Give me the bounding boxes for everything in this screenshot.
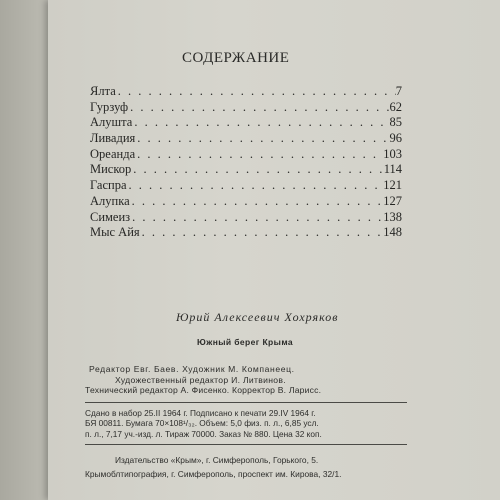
toc-entry bbox=[90, 194, 402, 210]
toc-entry-title: Мыс Айя bbox=[90, 225, 140, 240]
book-title: Южный берег Крыма bbox=[197, 337, 294, 347]
author-name: Юрий Алексеевич Хохряков bbox=[176, 310, 339, 324]
toc-leader-dots bbox=[135, 147, 383, 163]
toc-entry-page: 103 bbox=[383, 146, 402, 161]
toc-entry-page: 121 bbox=[383, 178, 402, 193]
toc-entry-title: Гурзуф bbox=[90, 99, 129, 114]
toc-entry bbox=[90, 178, 402, 194]
toc-entry-page: 148 bbox=[383, 225, 402, 240]
toc-entry-page: 114 bbox=[383, 162, 402, 177]
toc-leader-dots bbox=[135, 131, 389, 147]
toc-entry-title: Гаспра bbox=[90, 178, 127, 193]
toc-leader-dots bbox=[132, 115, 389, 131]
toc-leader-dots bbox=[116, 84, 396, 100]
divider-rule bbox=[85, 444, 407, 445]
credits-block bbox=[85, 364, 405, 396]
imprint-block bbox=[85, 454, 407, 481]
toc-entry bbox=[90, 131, 402, 147]
toc-entry-page: 7 bbox=[395, 84, 402, 98]
credits-line: Технический редактор А. Фисенко. Корректор В. Ларисс. bbox=[85, 385, 322, 395]
toc-entry bbox=[90, 115, 402, 131]
toc-entry-title: Ялта bbox=[90, 84, 116, 98]
credits-line: Редактор Евг. Баев. Художник М. Компанеец. bbox=[89, 364, 295, 374]
imprint-line: Крымоблтипография, г. Симферополь, проспект им. Кирова, 32/1. bbox=[85, 468, 342, 479]
publication-line: Сдано в набор 25.II 1964 г. Подписано к печати 29.IV 1964 г. bbox=[85, 408, 316, 418]
toc-entry-title: Мискор bbox=[90, 162, 132, 177]
toc-entry-page: 127 bbox=[383, 193, 402, 208]
toc-leader-dots bbox=[128, 100, 389, 116]
credits-line: Художественный редактор И. Литвинов. bbox=[115, 374, 286, 385]
publication-line: БЯ 00811. Бумага 70×108¹/₃₂. Объем: 5,0 физ. п. л., 6,85 усл. bbox=[85, 418, 319, 429]
toc-entry-page: 96 bbox=[389, 131, 402, 146]
toc-entry bbox=[90, 162, 402, 178]
toc-entry bbox=[90, 225, 402, 241]
toc-leader-dots bbox=[131, 162, 383, 178]
table-of-contents bbox=[90, 84, 402, 241]
toc-entry-page: 138 bbox=[383, 209, 402, 224]
imprint-line: Издательство «Крым», г. Симферополь, Горького, 5. bbox=[115, 455, 319, 465]
toc-entry-title: Симеиз bbox=[90, 209, 131, 224]
toc-entry-title: Алушта bbox=[90, 115, 133, 130]
toc-entry-title: Ливадия bbox=[90, 131, 136, 146]
toc-leader-dots bbox=[130, 210, 383, 226]
publication-details bbox=[85, 408, 405, 439]
toc-leader-dots bbox=[127, 178, 384, 194]
toc-entry bbox=[90, 210, 402, 226]
toc-entry bbox=[90, 147, 402, 163]
toc-entry-title: Ореанда bbox=[90, 146, 136, 161]
contents-heading: СОДЕРЖАНИЕ bbox=[182, 50, 290, 66]
toc-entry-page: 85 bbox=[389, 115, 402, 130]
toc-entry bbox=[90, 84, 402, 100]
book-spine-shadow bbox=[0, 0, 50, 500]
divider-rule bbox=[85, 402, 407, 403]
publication-line: п. л., 7,17 уч.-изд. л. Тираж 70000. Заказ № 880. Цена 32 коп. bbox=[85, 428, 322, 439]
toc-entry-page: 62 bbox=[389, 99, 402, 114]
toc-entry-title: Алупка bbox=[90, 193, 130, 208]
toc-leader-dots bbox=[130, 194, 384, 210]
toc-entry bbox=[90, 100, 402, 116]
toc-leader-dots bbox=[140, 225, 384, 241]
